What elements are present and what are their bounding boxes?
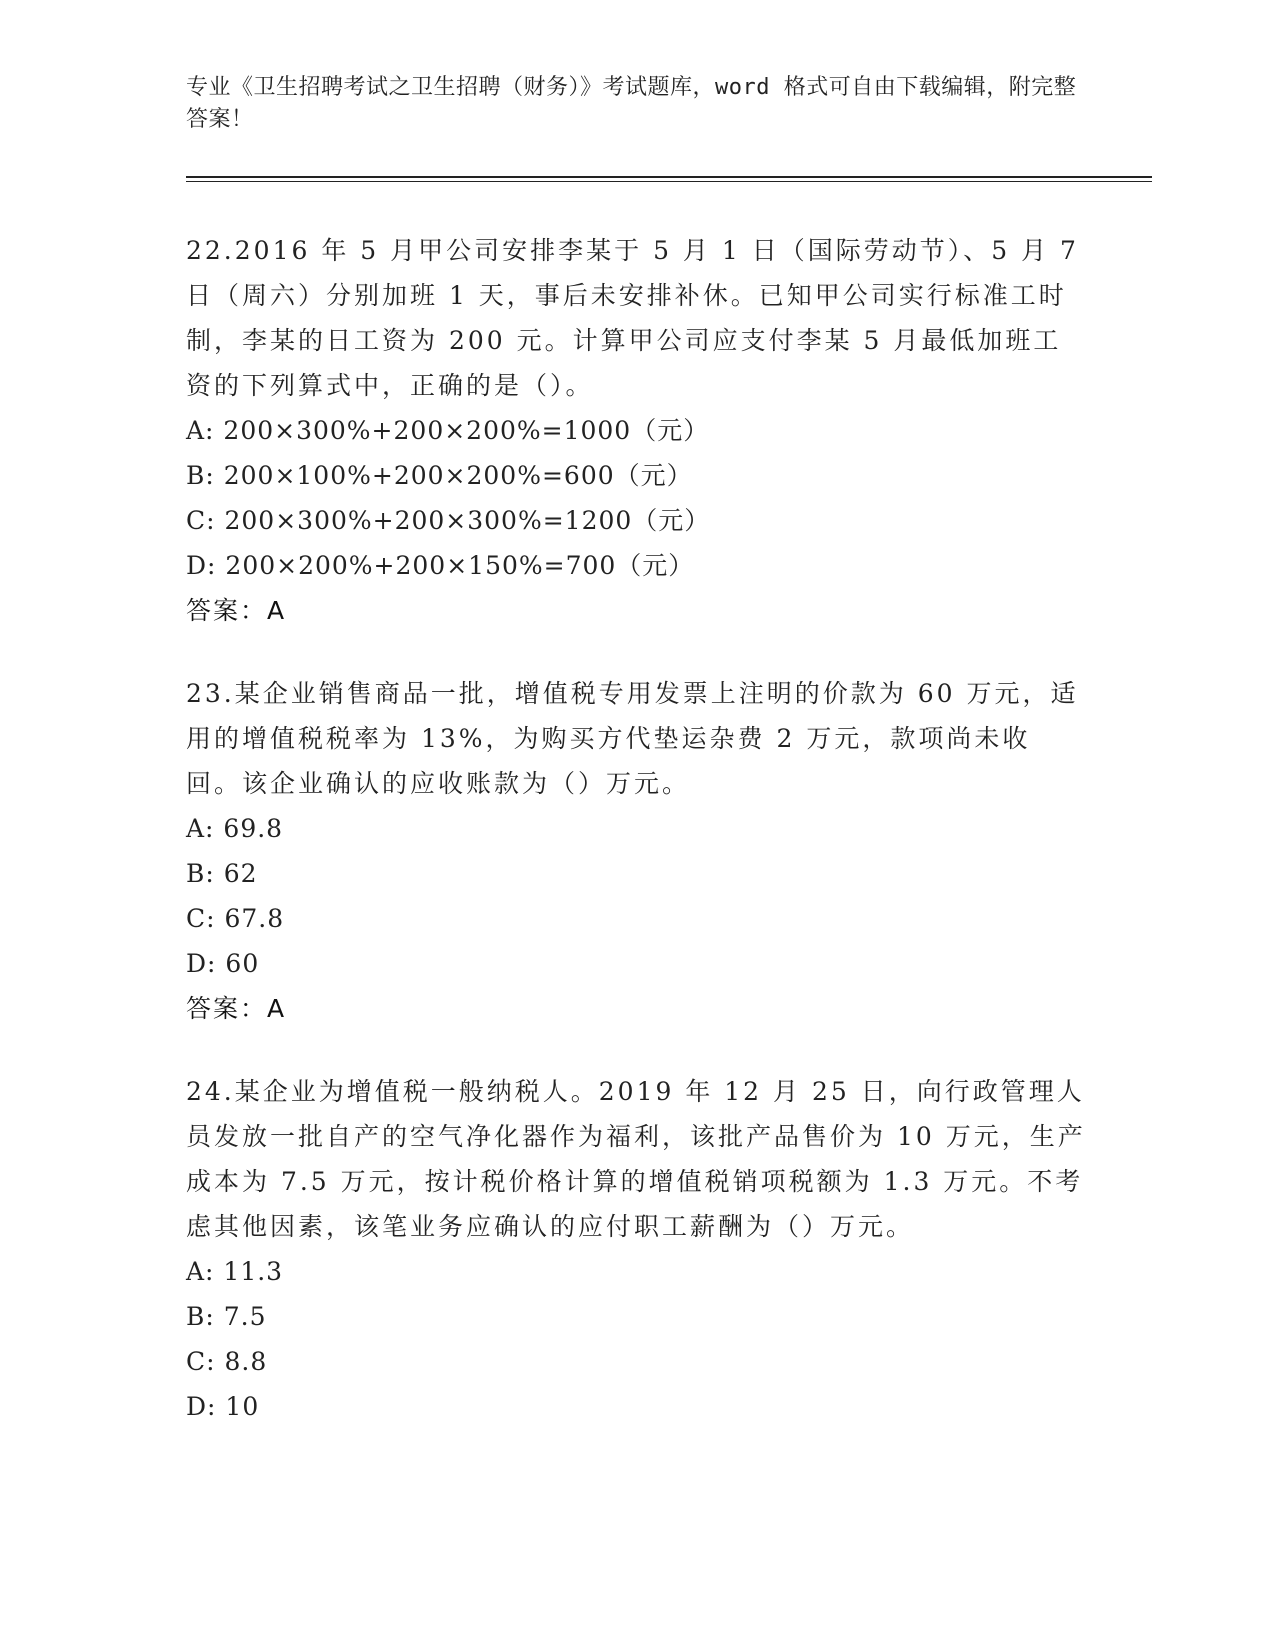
option-b: B: 62 bbox=[186, 859, 258, 888]
question-23 bbox=[186, 671, 1086, 1031]
question-stem: 22.2016 年 5 月甲公司安排李某于 5 月 1 日（国际劳动节）、5 月 7 日（周六）分别加班 1 天，事后未安排补休。已知甲公司实行标准工时制，李某的日工资为 200 元。计算甲公司应支付李某 5 月最低加班工资的下列算式中，正确的是（）。 bbox=[186, 236, 1079, 400]
header-divider-thin bbox=[186, 181, 1152, 182]
answer-line: 答案：A bbox=[186, 596, 287, 625]
option-c: C: 200×300%+200×300%=1200（元） bbox=[186, 506, 711, 535]
question-22 bbox=[186, 228, 1086, 633]
option-d: D: 60 bbox=[186, 949, 260, 978]
option-a: A: 69.8 bbox=[186, 814, 284, 843]
page-header-text: 专业《卫生招聘考试之卫生招聘（财务）》考试题库，word 格式可自由下载编辑，附完整答案！ bbox=[186, 75, 1077, 132]
option-b: B: 200×100%+200×200%=600（元） bbox=[186, 461, 693, 490]
option-a: A: 200×300%+200×200%=1000（元） bbox=[186, 416, 710, 445]
option-d: D: 10 bbox=[186, 1392, 260, 1421]
option-b: B: 7.5 bbox=[186, 1302, 267, 1331]
answer-line: 答案：A bbox=[186, 994, 287, 1023]
option-c: C: 8.8 bbox=[186, 1347, 268, 1376]
question-list bbox=[186, 228, 1086, 1467]
option-d: D: 200×200%+200×150%=700（元） bbox=[186, 551, 695, 580]
question-stem: 24.某企业为增值税一般纳税人。2019 年 12 月 25 日，向行政管理人员发放一批自产的空气净化器作为福利，该批产品售价为 10 万元，生产成本为 7.5 万元，按计税价格计算的增值税销项税额为 1.3 万元。不考虑其他因素，该笔业务应确认的应付职工薪酬为（）万元。 bbox=[186, 1077, 1086, 1241]
question-stem: 23.某企业销售商品一批，增值税专用发票上注明的价款为 60 万元，适用的增值税税率为 13%，为购买方代垫运杂费 2 万元，款项尚未收回。该企业确认的应收账款为（）万元。 bbox=[186, 679, 1079, 798]
question-24 bbox=[186, 1069, 1086, 1429]
option-a: A: 11.3 bbox=[186, 1257, 284, 1286]
option-c: C: 67.8 bbox=[186, 904, 285, 933]
header-divider-thick bbox=[186, 176, 1152, 178]
